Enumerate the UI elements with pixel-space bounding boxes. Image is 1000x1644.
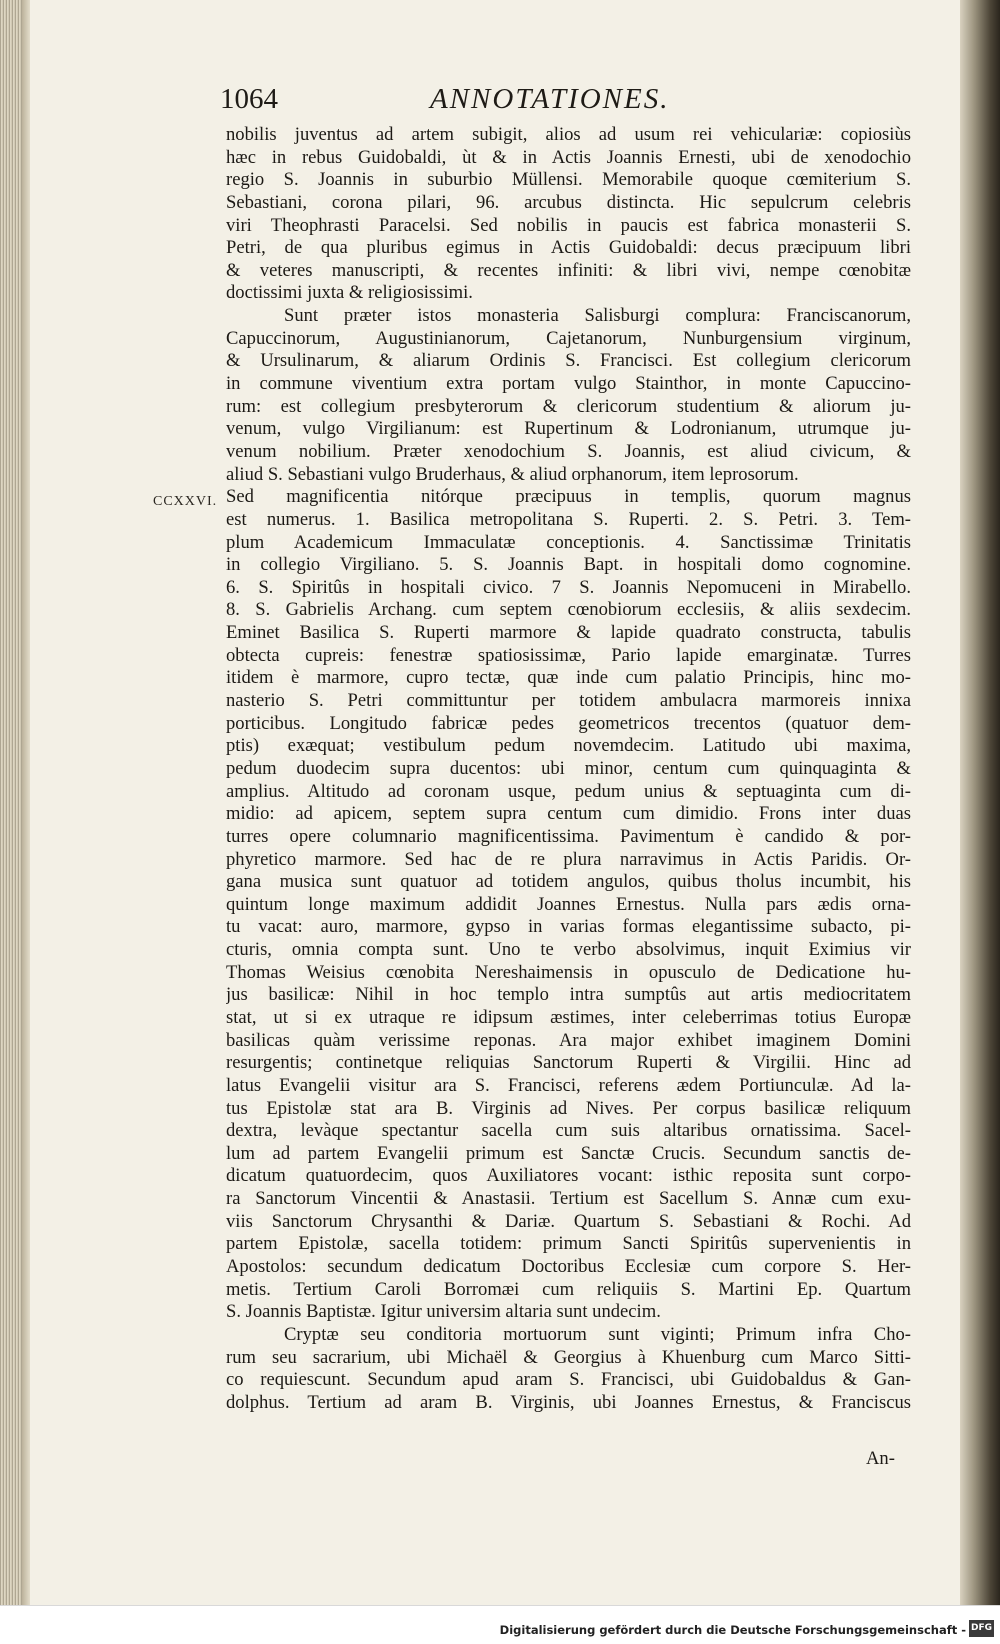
text-line: turres opere columnario magnificentissima. Pavimentum è candido & por- xyxy=(226,825,911,847)
text-line: metis. Tertium Caroli Borromæi cum reliquiis S. Martini Ep. Quartum xyxy=(226,1278,911,1300)
text-line: Capuccinorum, Augustinianorum, Cajetanorum, Nunburgensium virginum, xyxy=(226,327,911,349)
margin-note: CCXXVI. xyxy=(153,494,218,509)
text-line: in collegio Virgiliano. 5. S. Joannis Bapt. in hospitali domo cognomine. xyxy=(226,554,911,576)
text-line: hæc in rebus Guidobaldi, ùt & in Actis Joannis Ernesti, ubi de xenodochio xyxy=(226,146,911,168)
book-edge-shadow xyxy=(22,0,30,1643)
catchword: An- xyxy=(866,1448,895,1469)
text-line: gana musica sunt quatuor ad totidem angulos, quibus tholus incumbit, his xyxy=(226,871,911,893)
text-line: phyretico marmore. Sed hac de re plura narravimus in Actis Paridis. Or- xyxy=(226,848,911,870)
text-line: tus Epistolæ stat ara B. Virginis ad Nives. Per corpus basilicæ reliquum xyxy=(226,1097,911,1119)
text-line: rum seu sacrarium, ubi Michaël & Georgius à Khuenburg cum Marco Sitti- xyxy=(226,1346,911,1368)
text-line: rum: est collegium presbyterorum & clericorum studentium & aliorum ju- xyxy=(226,395,911,417)
text-line: dolphus. Tertium ad aram B. Virginis, ubi Joannes Ernestus, & Franciscus xyxy=(226,1391,911,1413)
text-line: est numerus. 1. Basilica metropolitana S. Ruperti. 2. S. Petri. 3. Tem- xyxy=(226,508,911,530)
text-line: S. Joannis Baptistæ. Igitur universim altaria sunt undecim. xyxy=(226,1301,661,1323)
text-line: dextra, levàque spectantur sacella cum suis altaribus ornatissima. Sacel- xyxy=(226,1120,911,1142)
text-line: Petri, de qua pluribus egimus in Actis Guidobaldi: decus præcipuum libri xyxy=(226,237,911,259)
text-line: nobilis juventus ad artem subigit, alios ad usum rei vehiculariæ: copiosiùs xyxy=(226,124,911,145)
running-head: ANNOTATIONES. xyxy=(430,83,670,115)
text-line: venum nobilium. Præter xenodochium S. Joannis, est aliud civicum, & xyxy=(226,440,911,462)
book-gutter xyxy=(960,0,1000,1643)
text-line: quintum longe maximum addidit Joannes Ernestus. Nulla pars ædis orna- xyxy=(226,893,911,915)
text-line: pedum duodecim supra ducentos: ubi minor, centum cum quinquaginta & xyxy=(226,757,911,779)
text-line: cturis, omnia compta sunt. Uno te verbo absolvimus, inquit Eximius vir xyxy=(226,939,911,961)
text-line: itidem è marmore, cupro tectæ, quæ inde cum palatio Principis, hinc mo- xyxy=(226,667,911,689)
page-header xyxy=(220,83,690,123)
digitization-footer xyxy=(0,1605,1000,1644)
text-line: latus Evangelii visitur ara S. Francisci, referens ædem Portiunculæ. Ad la- xyxy=(226,1074,911,1096)
text-line: Sed magnificentia nitórque præcipuus in templis, quorum magnus xyxy=(226,486,911,508)
text-line: resurgentis; continetque reliquias Sanctorum Ruperti & Virgilii. Hinc ad xyxy=(226,1052,911,1074)
text-line: lum ad partem Evangelii primum est Sanctæ Crucis. Secundum sanctis de- xyxy=(226,1142,911,1164)
text-line: viis Sanctorum Chrysanthi & Dariæ. Quartum S. Sebastiani & Rochi. Ad xyxy=(226,1210,911,1232)
text-line: Sunt præter istos monasteria Salisburgi complura: Franciscanorum, xyxy=(284,305,911,327)
text-line: stat, ut si ex utraque re idipsum æstimes, inter celeberrimas totius Europæ xyxy=(226,1006,911,1028)
text-line: amplius. Altitudo ad coronam usque, pedum unius & septuaginta cum di- xyxy=(226,780,911,802)
dfg-logo: DFG xyxy=(969,1620,994,1637)
text-line: jus basilicæ: Nihil in hoc templo intra sumptûs aut artis mediocritatem xyxy=(226,984,911,1006)
text-line: ptis) exæquat; vestibulum pedum novemdecim. Latitudo ubi maxima, xyxy=(226,735,911,757)
page-number: 1064 xyxy=(220,83,278,115)
text-line: Apostolos: secundum dedicatum Doctoribus Ecclesiæ cum corpore S. Her- xyxy=(226,1256,911,1278)
text-line: viri Theophrasti Paracelsi. Sed nobilis in paucis est fabrica monasterii S. xyxy=(226,214,911,236)
text-line: 8. S. Gabrielis Archang. cum septem cœnobiorum ecclesiis, & aliis sexdecim. xyxy=(226,599,911,621)
text-line: Eminet Basilica S. Ruperti marmore & lapide quadrato constructa, tabulis xyxy=(226,622,911,644)
text-line: tu vacat: auro, marmore, gypso in varias formas elegantissime subacto, pi- xyxy=(226,916,911,938)
text-line: & Ursulinarum, & aliarum Ordinis S. Francisci. Est collegium clericorum xyxy=(226,350,911,372)
text-line: basilicas quàm verissime reponas. Ara major exhibet imaginem Domini xyxy=(226,1029,911,1051)
text-line: ra Sanctorum Vincentii & Anastasii. Tertium est Sacellum S. Annæ cum exu- xyxy=(226,1188,911,1210)
text-line: venum, vulgo Virgilianum: est Rupertinum & Lodronianum, utrumque ju- xyxy=(226,418,911,440)
text-line: plum Academicum Immaculatæ conceptionis. 4. Sanctissimæ Trinitatis xyxy=(226,531,911,553)
text-line: Cryptæ seu conditoria mortuorum sunt viginti; Primum infra Cho- xyxy=(284,1323,911,1345)
body-text xyxy=(226,124,911,1415)
text-line: in commune viventium extra portam vulgo Stainthor, in monte Capuccino- xyxy=(226,373,911,395)
text-line: aliud S. Sebastiani vulgo Bruderhaus, & aliud orphanorum, item leprosorum. xyxy=(226,463,799,485)
book-page-edges xyxy=(0,0,22,1643)
text-line: regio S. Joannis in suburbio Müllensi. Memorabile quoque cœmiterium S. xyxy=(226,169,911,191)
text-line: porticibus. Longitudo fabricæ pedes geometricos trecentos (quatuor dem- xyxy=(226,712,911,734)
text-line: midio: ad apicem, septem supra centum cum dimidio. Frons inter duas xyxy=(226,803,911,825)
footer-credit: Digitalisierung gefördert durch die Deutsche Forschungsgemeinschaft - xyxy=(499,1623,966,1637)
text-line: partem Epistolæ, sacella totidem: primum Sancti Spiritûs supervenientis in xyxy=(226,1233,911,1255)
text-line: obtecta cupreis: fenestræ spatiosissimæ, Pario lapide emarginatæ. Turres xyxy=(226,644,911,666)
text-line: nasterio S. Petri committuntur per totidem ambulacra marmoreis innixa xyxy=(226,690,911,712)
text-line: Sebastiani, corona pilari, 96. arcubus distincta. Hic sepulcrum celebris xyxy=(226,191,911,213)
text-line: co requiescunt. Secundum apud aram S. Francisci, ubi Guidobaldus & Gan- xyxy=(226,1369,911,1391)
text-line: & veteres manuscripti, & recentes infiniti: & libri vivi, nempe cœnobitæ xyxy=(226,259,911,281)
text-line: dicatum quatuordecim, quos Auxiliatores vocant: isthic reposita sunt corpo- xyxy=(226,1165,911,1187)
text-line: doctissimi juxta & religiosissimi. xyxy=(226,282,473,304)
text-line: Thomas Weisius cœnobita Nereshaimensis in opusculo de Dedicatione hu- xyxy=(226,961,911,983)
text-line: 6. S. Spiritûs in hospitali civico. 7 S. Joannis Nepomuceni in Mirabello. xyxy=(226,576,911,598)
